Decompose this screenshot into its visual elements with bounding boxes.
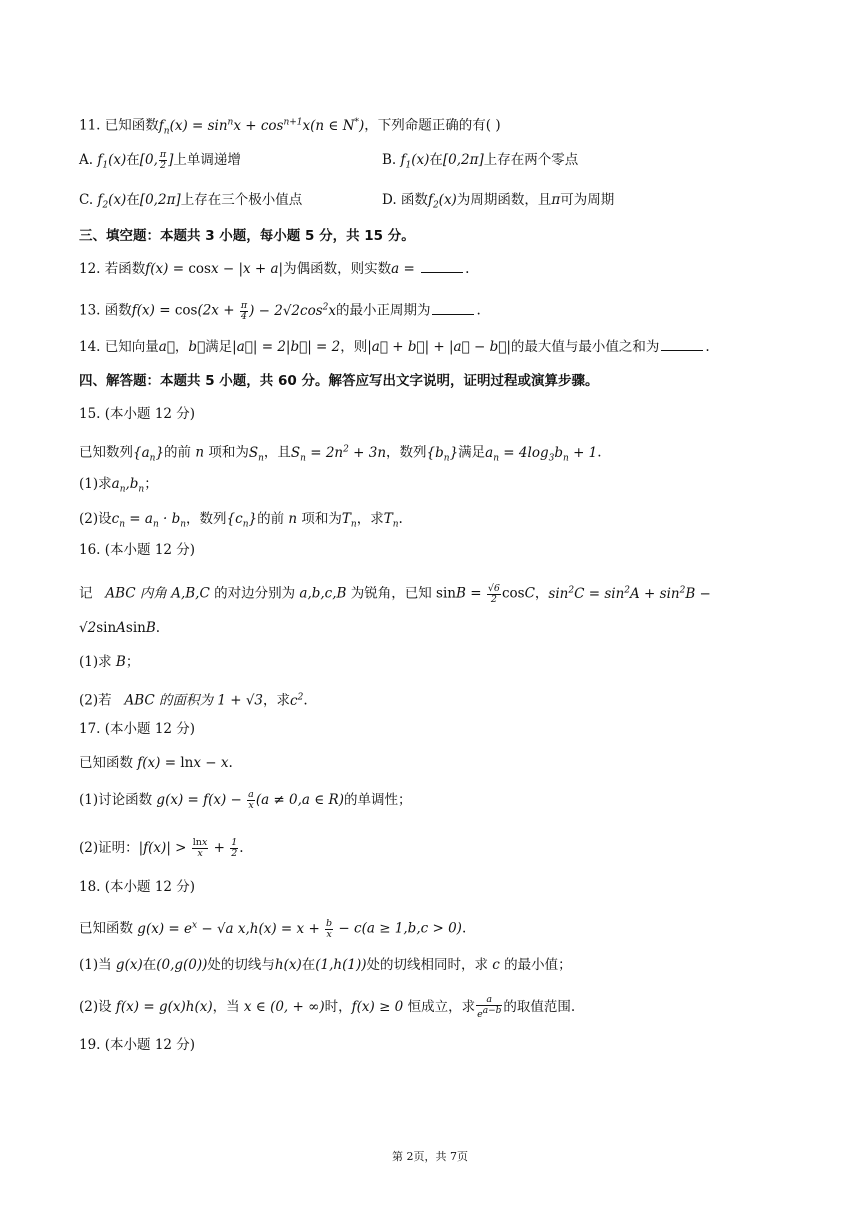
answer-blank (661, 337, 703, 351)
answer-blank (421, 259, 463, 273)
q17-head: 17. (本小题 12 分) (79, 721, 196, 737)
q16-part-2: (2)若 ABC 的面积为 1 + √3，求$c^2$. (79, 692, 308, 709)
q16-head: 16. (本小题 12 分) (79, 542, 196, 558)
q15-part-1: (1)求$a_n,b_n$； (79, 476, 158, 495)
q11-option-c: C. $f_2(x)$在[0,2π]上存在三个极小值点 (79, 192, 303, 211)
q18-part-1: (1)当 g(x)在(0,g(0))处的切线与h(x)在(1,h(1))处的切线相同时，求 c 的最小值； (79, 957, 572, 973)
q16-stem-line-1: 记 ABC 内角 A,B,C 的对边分别为 a,b,c,B 为锐角，已知 sinB = $\frac{√6}{2}$ cosC，$\sin^2C = \sin^2A + \sin^2B$ − (79, 582, 711, 605)
page-footer: 第 2页，共 7页 (392, 1150, 468, 1163)
q16-stem-line-2: √2sinAsinB. (79, 620, 161, 636)
q14: 14. 已知向量a⃗，b⃗满足|a⃗| = 2|b⃗| = 2，则|a⃗ + b⃗| + |a⃗ − b⃗|的最大值与最小值之和为 . (79, 339, 710, 355)
q17-part-2: (2)证明：|f(x)| > $\frac{\ln x}{x}$ + $\frac{1}{2}$ . (79, 837, 244, 859)
q13: 13. 函数f(x) = cos(2x + $\frac{\pi}{4}$ ) − $2√2\cos^2x$的最小正周期为 . (79, 299, 481, 322)
q15-part-2: (2)设$c_n = a_n \cdot b_n$，数列$\{c_n\}$的前 n 项和为$T_n$，求$T_n$. (79, 511, 403, 530)
q11-option-a: A. $f_1(x)$在[0, $\frac{\pi}{2}$ ]上单调递增 (79, 149, 241, 171)
q18-head: 18. (本小题 12 分) (79, 879, 196, 895)
q15-head: 15. (本小题 12 分) (79, 406, 196, 422)
q12: 12. 若函数f(x) = cosx − |x + a|为偶函数，则实数a = . (79, 261, 470, 277)
q16-part-1: (1)求 B； (79, 654, 140, 670)
q11-option-d: D. 函数$f_2(x)$为周期函数，且π可为周期 (382, 192, 615, 211)
q18-part-2: (2)设 f(x) = g(x)h(x)，当 x ∈ (0, + ∞)时，f(x) ≥ 0 恒成立，求 $\frac{a}{ea-b}$ 的取值范围. (79, 994, 576, 1021)
q17-stem: 已知函数 f(x) = lnx − x. (79, 755, 233, 771)
q17-part-1: (1)讨论函数 g(x) = f(x) − $\frac{a}{x}$ (a ≠ 0,a ∈ R)的单调性； (79, 789, 412, 811)
q11-stem: 11. 已知函数$f_n(x) = \sin^nx + \cos^{n+1}x(n$ ∈ N*)，下列命题正确的有( ) (79, 117, 501, 137)
q18-stem: 已知函数 $g(x) = e^x - √a$ x,h(x) = x + $\frac{b}{x}$ − c(a ≥ 1,b,c > 0). (79, 917, 467, 940)
q19-head: 19. (本小题 12 分) (79, 1037, 196, 1053)
q11-option-b: B. $f_1(x)$在[0,2π]上存在两个零点 (382, 152, 579, 171)
section-3-title: 三、填空题：本题共 3 小题，每小题 5 分，共 15 分。 (79, 228, 415, 244)
answer-blank (432, 301, 474, 315)
section-4-title: 四、解答题：本题共 5 小题，共 60 分。解答应写出文字说明，证明过程或演算步骤。 (79, 373, 599, 389)
q15-stem: 已知数列$\{a_n\}$的前 n 项和为$S_n$，且$S_n = 2n^2 + 3n$，数列$\{b_n\}$满足$a_n = 4\log_3b_n + 1$. (79, 444, 602, 464)
